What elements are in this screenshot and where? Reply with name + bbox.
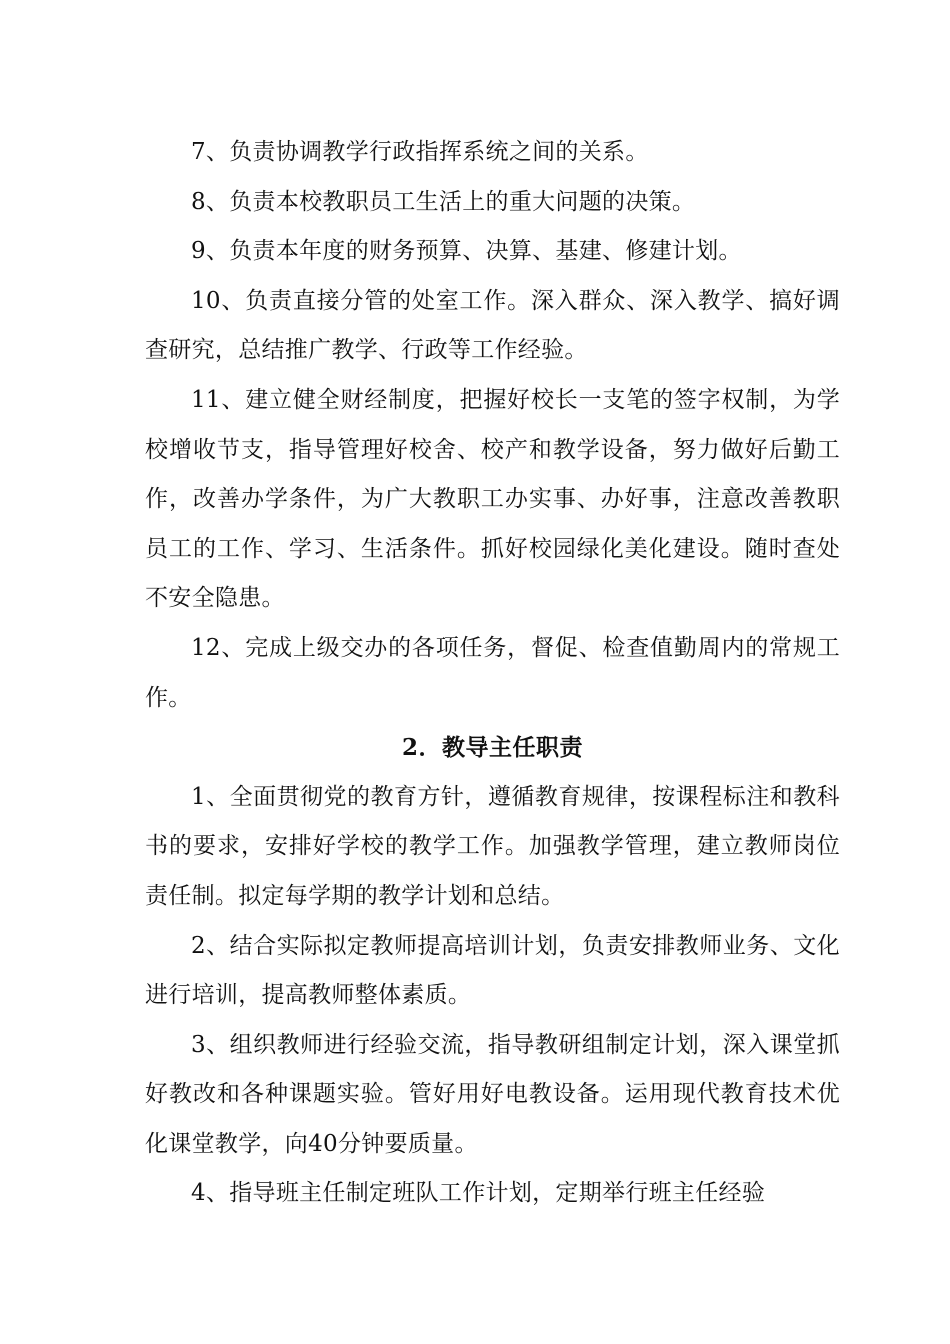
duty-item-7: 7、负责协调教学行政指挥系统之间的关系。 [191, 139, 649, 165]
duty-item-8: 8、负责本校教职员工生活上的重大问题的决策。 [191, 188, 696, 215]
dean-duty-item-3: 3、组织教师进行经验交流，指导教研组制定计划，深入课堂抓好教改和各种课题实验。管好用好电教设备。运用现代教育技术优化课堂教学，向40分钟要质量。 [145, 1031, 840, 1157]
section-heading: 2．教导主任职责 [401, 734, 583, 762]
dean-duty-item-2: 2、结合实际拟定教师提高培训计划，负责安排教师业务、文化进行培训，提高教师整体素质。 [145, 932, 840, 1009]
duty-item-12: 12、完成上级交办的各项任务，督促、检查值勤周内的常规工作。 [145, 634, 840, 711]
dean-duty-item-1: 1、全面贯彻党的教育方针，遵循教育规律，按课程标注和教科书的要求，安排好学校的教学工作。加强教学管理，建立教师岗位责任制。拟定每学期的教学计划和总结。 [145, 783, 840, 909]
dean-duty-item-4: 4、指导班主任制定班队工作计划，定期举行班主任经验 [191, 1180, 766, 1207]
duty-item-11: 11、建立健全财经制度，把握好校长一支笔的签字权制，为学校增收节支，指导管理好校舍、校产和教学设备，努力做好后勤工作，改善办学条件，为广大教职工办实事、办好事，注意改善教职员工的工作、学习、生活条件。抓好校园绿化美化建设。随时查处不安全隐患。 [145, 386, 840, 612]
document-body [145, 128, 840, 1219]
duty-item-10: 10、负责直接分管的处室工作。深入群众、深入教学、搞好调查研究，总结推广教学、行政等工作经验。 [145, 287, 840, 364]
duty-item-9: 9、负责本年度的财务预算、决算、基建、修建计划。 [191, 238, 742, 265]
